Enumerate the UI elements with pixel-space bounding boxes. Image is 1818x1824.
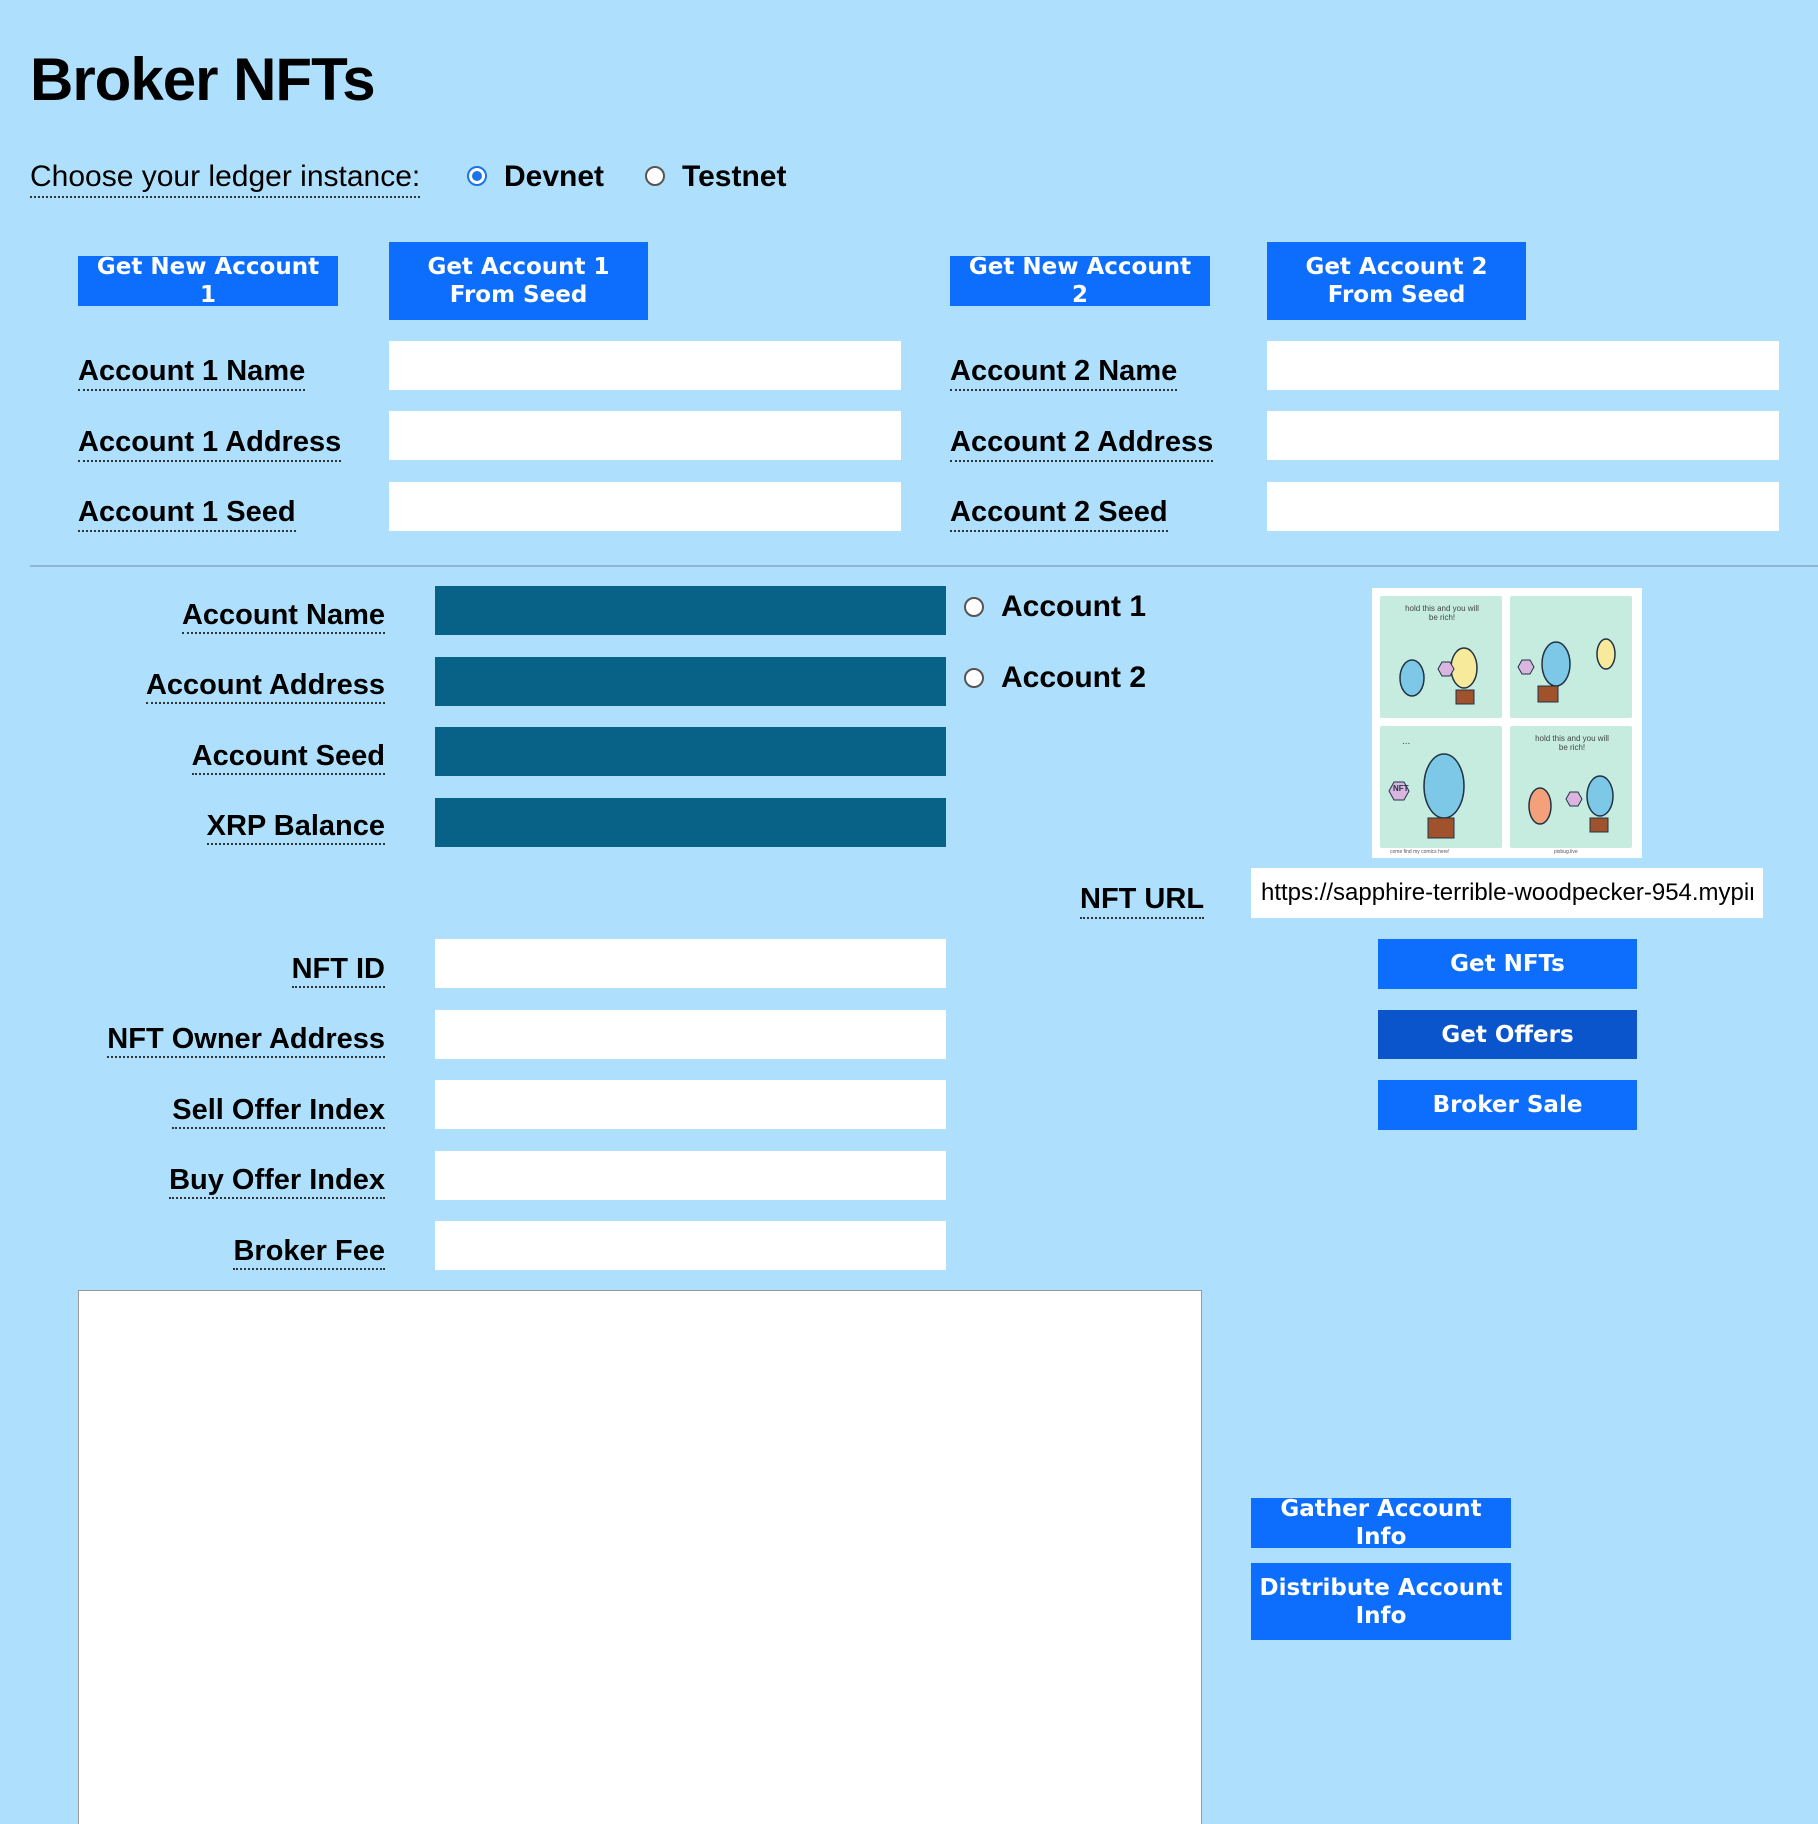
account-seed-input[interactable] bbox=[435, 727, 946, 776]
comic-panel-1 bbox=[1380, 596, 1502, 718]
comic-footer-left: come find my comics here! bbox=[1390, 849, 1450, 855]
comic-panel-3 bbox=[1380, 726, 1502, 848]
nft-url-label: NFT URL bbox=[1080, 883, 1204, 919]
get-account-2-from-seed-button[interactable]: Get Account 2 From Seed bbox=[1267, 242, 1526, 320]
radio-account-1[interactable] bbox=[964, 597, 984, 617]
account-1-seed-label: Account 1 Seed bbox=[78, 496, 296, 532]
nft-id-label: NFT ID bbox=[292, 953, 385, 988]
get-new-account-2-button[interactable]: Get New Account 2 bbox=[950, 256, 1210, 306]
buy-offer-index-input[interactable] bbox=[435, 1151, 946, 1200]
xrp-balance-label: XRP Balance bbox=[207, 810, 385, 845]
account-1-address-label: Account 1 Address bbox=[78, 426, 341, 462]
radio-testnet[interactable] bbox=[645, 166, 665, 186]
get-nfts-button[interactable]: Get NFTs bbox=[1378, 939, 1637, 989]
comic-panel-4 bbox=[1510, 726, 1632, 848]
radio-account-2[interactable] bbox=[964, 668, 984, 688]
ledger-label: Choose your ledger instance: bbox=[30, 160, 420, 198]
account-2-seed-label: Account 2 Seed bbox=[950, 496, 1168, 532]
nft-owner-address-label: NFT Owner Address bbox=[107, 1023, 385, 1058]
account-1-name-input[interactable] bbox=[389, 341, 901, 390]
get-account-1-from-seed-button[interactable]: Get Account 1 From Seed bbox=[389, 242, 648, 320]
account-2-name-input[interactable] bbox=[1267, 341, 1779, 390]
comic-panel-2 bbox=[1510, 596, 1632, 718]
account-seed-label: Account Seed bbox=[192, 740, 385, 775]
radio-testnet-label: Testnet bbox=[682, 160, 787, 193]
get-new-account-1-button[interactable]: Get New Account 1 bbox=[78, 256, 338, 306]
account-2-address-input[interactable] bbox=[1267, 411, 1779, 460]
section-divider bbox=[30, 565, 1818, 567]
broker-fee-input[interactable] bbox=[435, 1221, 946, 1270]
radio-devnet-label: Devnet bbox=[504, 160, 605, 193]
gather-account-info-button[interactable]: Gather Account Info bbox=[1251, 1498, 1511, 1548]
page-title: Broker NFTs bbox=[30, 46, 375, 113]
results-textarea[interactable] bbox=[78, 1290, 1202, 1824]
radio-devnet[interactable] bbox=[467, 166, 487, 186]
nft-owner-address-input[interactable] bbox=[435, 1010, 946, 1059]
nft-badge: NFT bbox=[1393, 784, 1409, 793]
get-offers-button[interactable]: Get Offers bbox=[1378, 1010, 1637, 1059]
distribute-account-info-button[interactable]: Distribute Account Info bbox=[1251, 1563, 1511, 1640]
account-2-seed-input[interactable] bbox=[1267, 482, 1779, 531]
account-1-name-label: Account 1 Name bbox=[78, 355, 305, 391]
sell-offer-index-label: Sell Offer Index bbox=[172, 1094, 385, 1129]
sell-offer-index-input[interactable] bbox=[435, 1080, 946, 1129]
account-2-address-label: Account 2 Address bbox=[950, 426, 1213, 462]
bird-illustration bbox=[1510, 596, 1632, 718]
nft-url-input[interactable] bbox=[1251, 868, 1763, 918]
nft-id-input[interactable] bbox=[435, 939, 946, 988]
comic-footer-right: pixbug.live bbox=[1554, 849, 1578, 855]
xrp-balance-input[interactable] bbox=[435, 798, 946, 847]
comic-caption-1: hold this and you will be rich! bbox=[1405, 604, 1479, 622]
radio-account-1-label: Account 1 bbox=[1001, 590, 1147, 623]
account-2-name-label: Account 2 Name bbox=[950, 355, 1177, 391]
bird-illustration bbox=[1510, 726, 1632, 848]
nft-image bbox=[1372, 588, 1642, 858]
bird-illustration bbox=[1380, 596, 1502, 718]
account-address-input[interactable] bbox=[435, 657, 946, 706]
radio-account-2-label: Account 2 bbox=[1001, 661, 1147, 694]
comic-caption-4: hold this and you will be rich! bbox=[1535, 734, 1609, 752]
account-address-label: Account Address bbox=[146, 669, 385, 704]
broker-fee-label: Broker Fee bbox=[233, 1235, 385, 1270]
account-name-label: Account Name bbox=[182, 599, 385, 634]
account-name-input[interactable] bbox=[435, 586, 946, 635]
account-1-seed-input[interactable] bbox=[389, 482, 901, 531]
broker-sale-button[interactable]: Broker Sale bbox=[1378, 1080, 1637, 1130]
account-1-address-input[interactable] bbox=[389, 411, 901, 460]
buy-offer-index-label: Buy Offer Index bbox=[169, 1164, 385, 1199]
comic-ellipsis: ... bbox=[1402, 736, 1411, 747]
